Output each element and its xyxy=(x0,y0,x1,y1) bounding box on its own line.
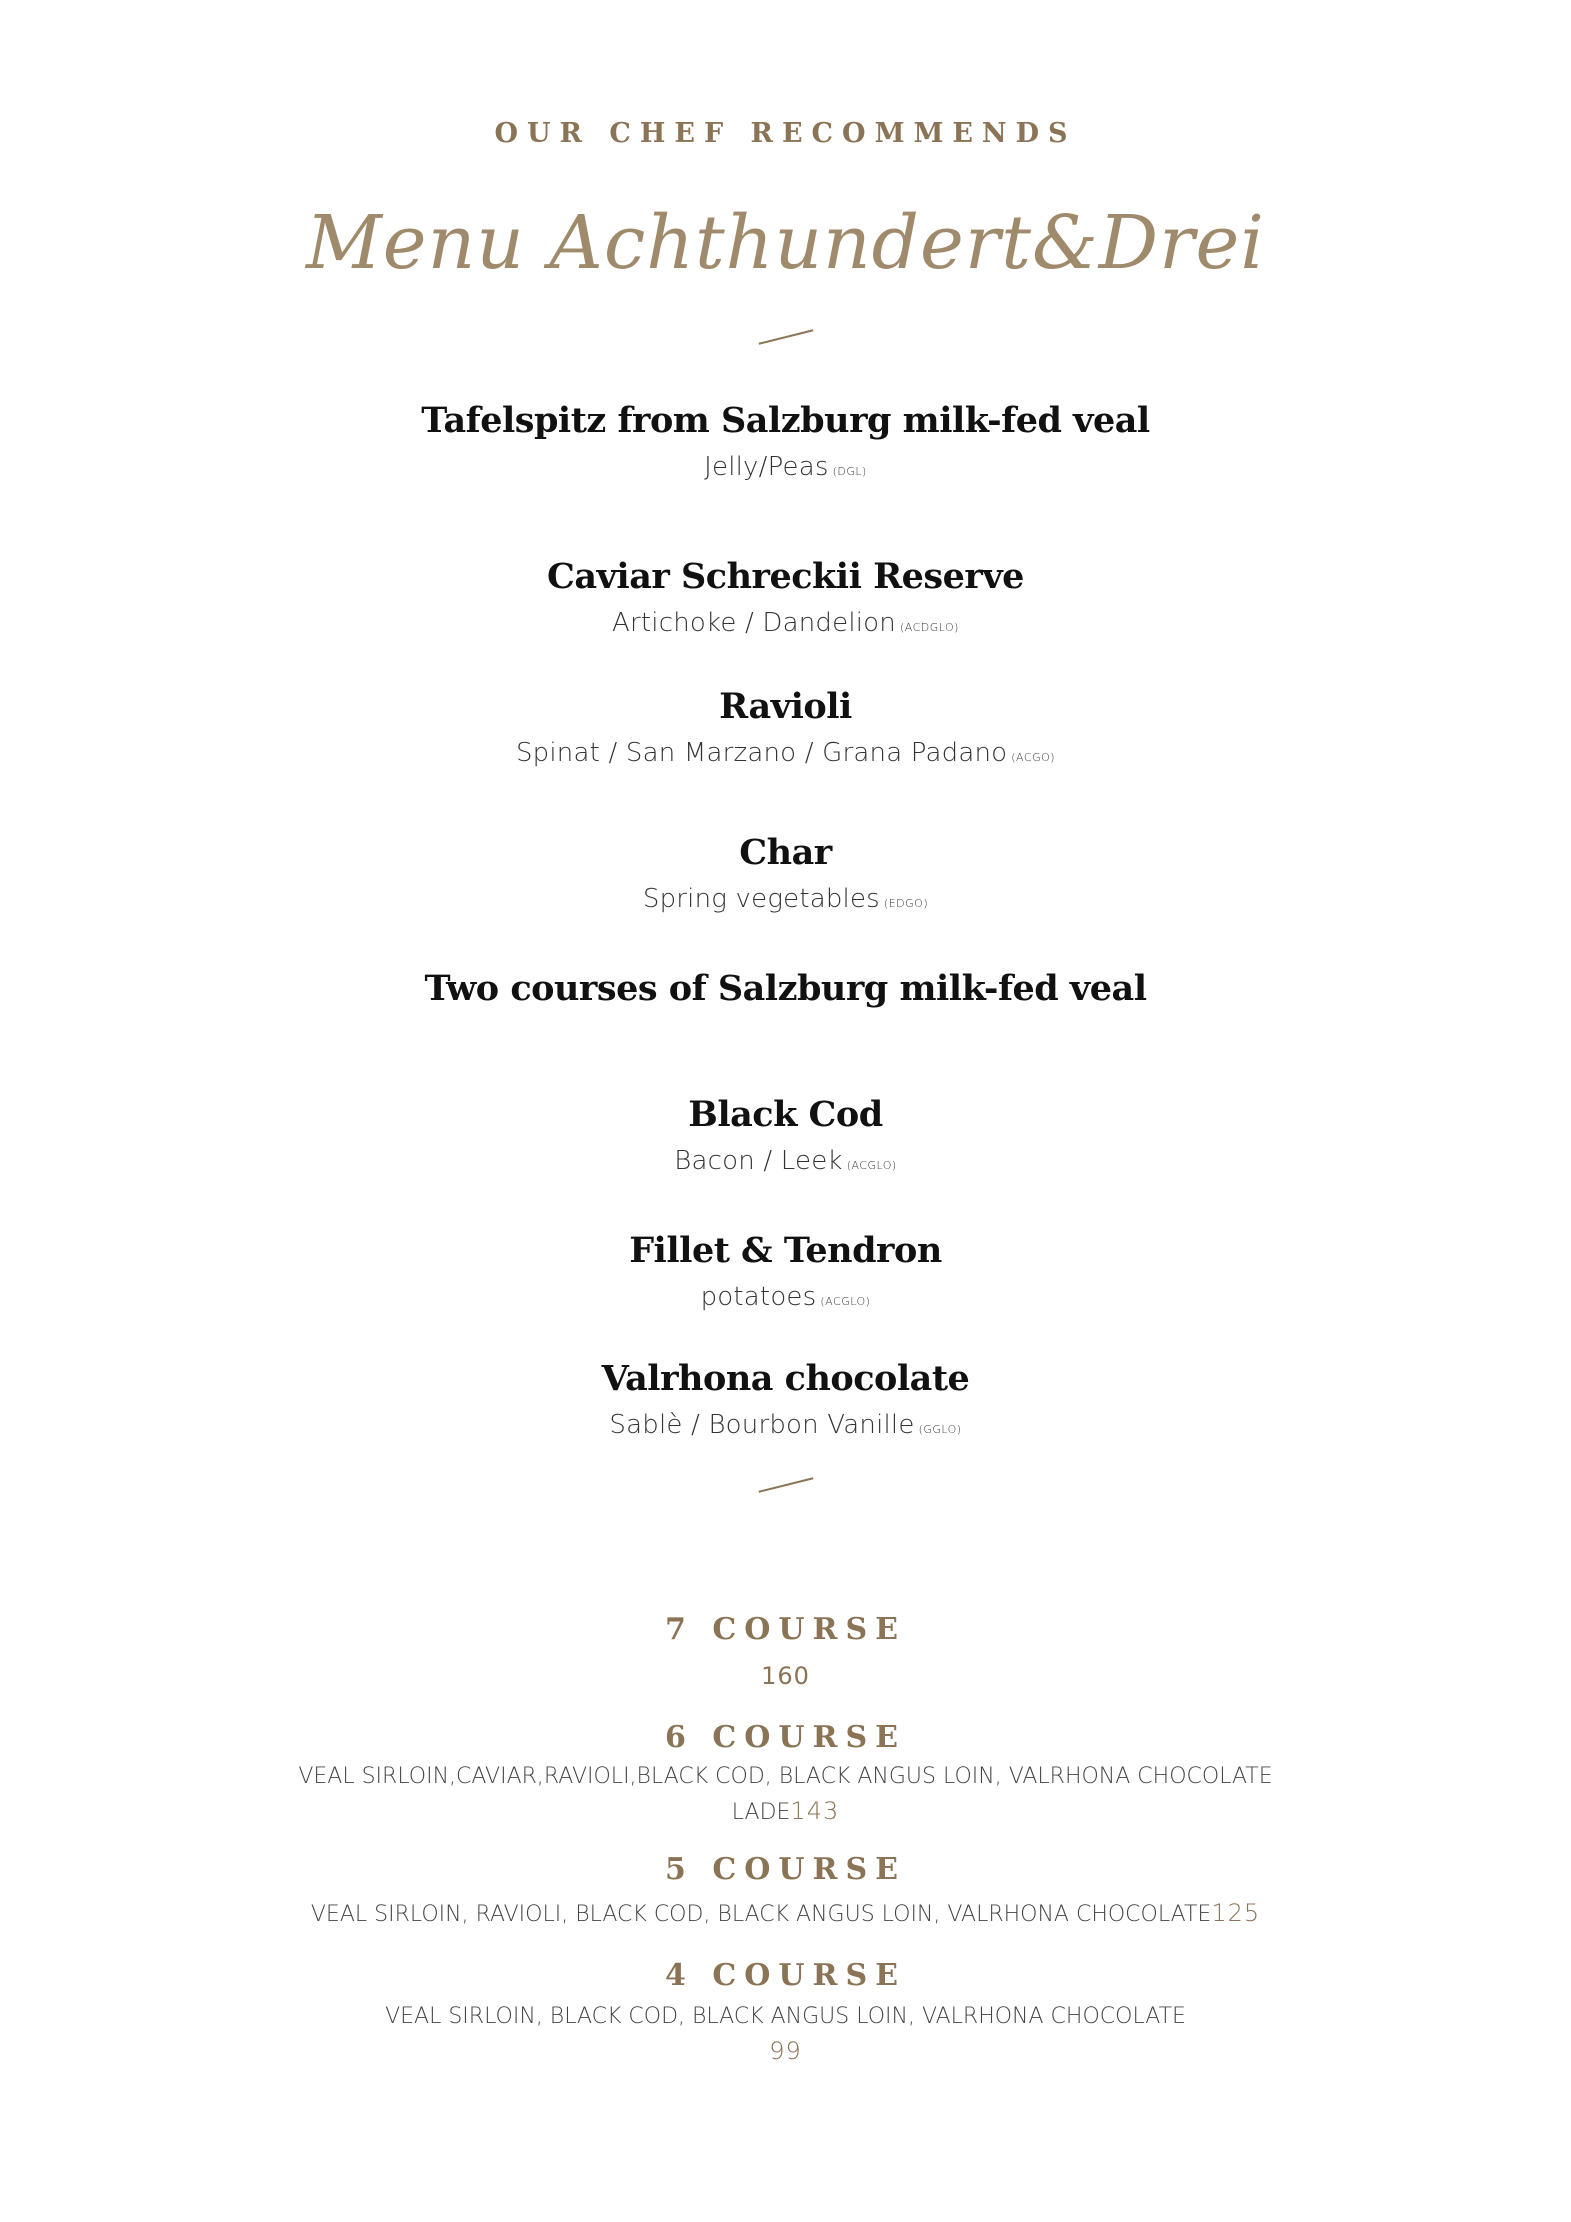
course-title: 5 COURSE xyxy=(665,1852,906,1887)
course-items xyxy=(0,2000,1571,2068)
dish-description xyxy=(0,1282,1571,1312)
dish-name: Ravioli xyxy=(719,686,852,727)
allergen-code: (ACGLO) xyxy=(846,1159,897,1172)
course-title: 7 COURSE xyxy=(665,1612,906,1647)
dish-name: Tafelspitz from Salzburg milk-fed veal xyxy=(421,400,1150,441)
course-items-text: VEAL SIRLOIN,CAVIAR,RAVIOLI,BLACK COD, BLACK ANGUS LOIN, VALRHONA CHOCOLATE xyxy=(298,1764,1273,1789)
allergen-code: (ACGLO) xyxy=(820,1295,871,1308)
dish-description-text: Artichoke / Dandelion xyxy=(612,608,896,638)
dish-description xyxy=(0,738,1571,768)
menu-kicker: OUR CHEF RECOMMENDS xyxy=(494,118,1077,149)
course-items-text: VEAL SIRLOIN, RAVIOLI, BLACK COD, BLACK ANGUS LOIN, VALRHONA CHOCOLATE xyxy=(310,1902,1212,1927)
divider-dash xyxy=(759,1477,814,1492)
course-price: 99 xyxy=(769,2037,802,2065)
course-items-line2 xyxy=(0,1794,1571,1830)
allergen-code: (ACDGLO) xyxy=(899,621,959,634)
course-items-text: VEAL SIRLOIN, BLACK COD, BLACK ANGUS LOIN, VALRHONA CHOCOLATE xyxy=(385,2004,1186,2029)
course-items xyxy=(0,1760,1571,1830)
menu-title: Menu Achthundert&Drei xyxy=(306,200,1265,286)
course-title: 4 COURSE xyxy=(665,1958,906,1993)
dish-description xyxy=(0,884,1571,914)
dish-description xyxy=(0,608,1571,638)
allergen-code: (GGLO) xyxy=(918,1423,962,1436)
course-price: 160 xyxy=(761,1662,810,1690)
dish-description-text: Spring vegetables xyxy=(642,884,880,914)
course-price: 125 xyxy=(1211,1899,1261,1927)
dish-name: Caviar Schreckii Reserve xyxy=(547,556,1024,597)
dish-name: Black Cod xyxy=(688,1094,883,1135)
dish-description-text: potatoes xyxy=(700,1282,817,1312)
dish-name: Char xyxy=(739,832,832,873)
allergen-code: (ACGO) xyxy=(1011,751,1056,764)
dish-description xyxy=(0,1146,1571,1176)
dish-description xyxy=(0,452,1571,482)
dish-name: Fillet & Tendron xyxy=(629,1230,942,1271)
allergen-code: (EDGO) xyxy=(883,897,929,910)
course-items-cont: LADE xyxy=(731,1800,791,1825)
dish-description-text: Spinat / San Marzano / Grana Padano xyxy=(515,738,1008,768)
dish-description-text: Sablè / Bourbon Vanille xyxy=(609,1410,915,1440)
dish-description xyxy=(0,1410,1571,1440)
course-items xyxy=(0,1896,1571,1932)
dish-description-text: Jelly/Peas xyxy=(704,452,829,482)
dish-name: Valrhona chocolate xyxy=(601,1358,970,1399)
allergen-code: (DGL) xyxy=(832,465,867,478)
divider-dash xyxy=(759,329,814,344)
course-price: 143 xyxy=(790,1797,840,1825)
dish-description-text: Bacon / Leek xyxy=(674,1146,843,1176)
dish-name: Two courses of Salzburg milk-fed veal xyxy=(424,968,1147,1009)
course-title: 6 COURSE xyxy=(665,1720,906,1755)
